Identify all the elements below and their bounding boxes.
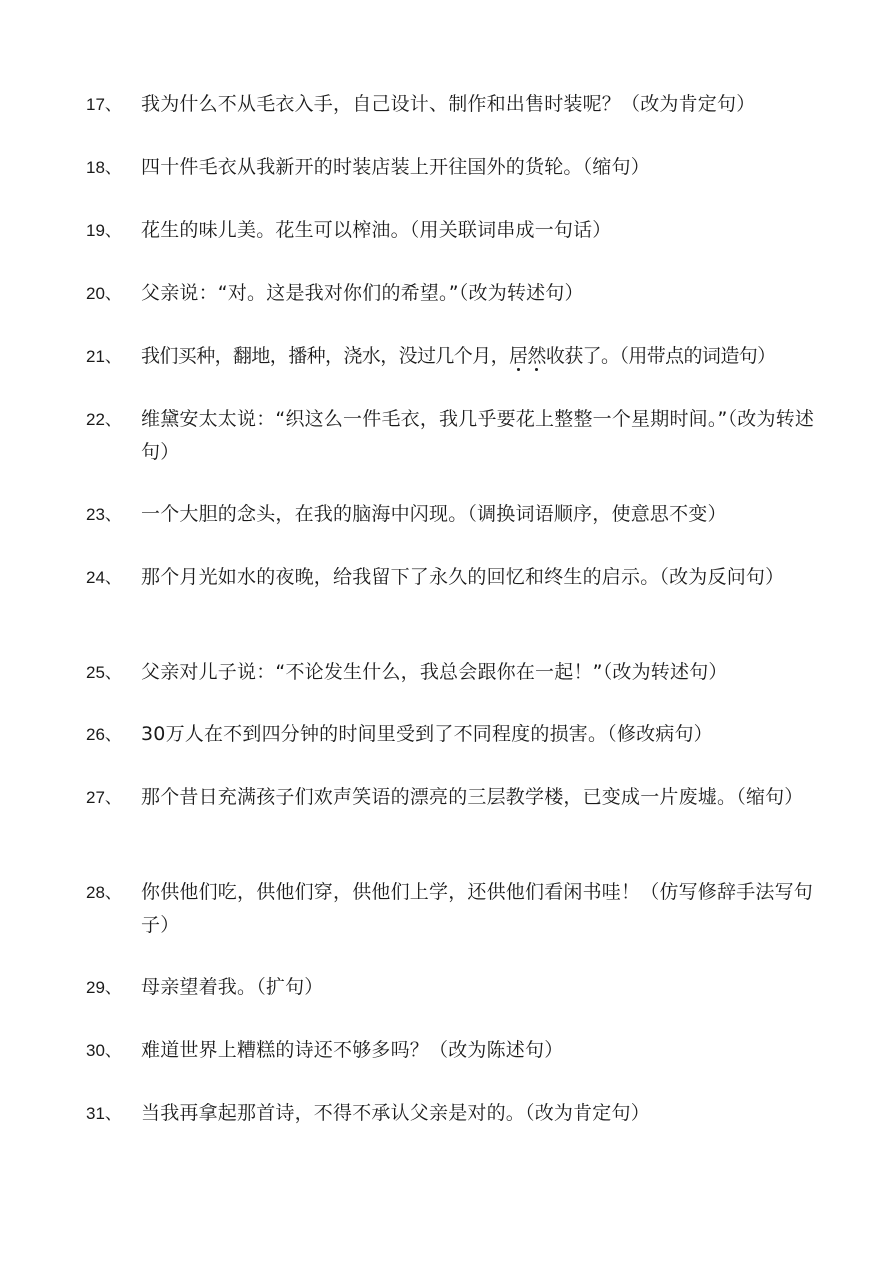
exercise-item-21 xyxy=(86,340,816,373)
item-number: 23、 xyxy=(86,505,122,524)
item-number: 18、 xyxy=(86,158,122,177)
exercise-item-25 xyxy=(86,656,816,689)
exercise-item-31 xyxy=(86,1097,816,1130)
item-text xyxy=(141,340,816,373)
item-text: 四十件毛衣从我新开的时装店装上开往国外的货轮。（缩句） xyxy=(141,156,650,178)
exercise-item-29 xyxy=(86,971,816,1004)
dotted-char: 然 xyxy=(527,345,546,367)
item-text: 一个大胆的念头，在我的脑海中闪现。（调换词语顺序，使意思不变） xyxy=(141,503,727,525)
item-number: 27、 xyxy=(86,788,122,807)
item-number: 24、 xyxy=(86,568,122,587)
item-text: 花生的味儿美。花生可以榨油。（用关联词串成一句话） xyxy=(141,219,612,241)
item-text: 维黛安太太说：“织这么一件毛衣，我几乎要花上整整一个星期时间。”（改为转述句） xyxy=(141,408,815,463)
item-number: 30、 xyxy=(86,1041,122,1060)
item-number: 29、 xyxy=(86,978,122,997)
item-text: 母亲望着我。（扩句） xyxy=(141,976,324,998)
item-number: 22、 xyxy=(86,410,122,429)
exercise-item-28 xyxy=(86,876,816,942)
item-text: 那个昔日充满孩子们欢声笑语的漂亮的三层教学楼，已变成一片废墟。（缩句） xyxy=(141,786,804,808)
exercise-item-26 xyxy=(86,718,816,751)
item-text: 你供他们吃，供他们穿，供他们上学，还供他们看闲书哇！（仿写修辞手法写句子） xyxy=(141,881,814,936)
item-text: 我为什么不从毛衣入手，自己设计、制作和出售时装呢？（改为肯定句） xyxy=(141,93,756,115)
item-text-before: 我们买种，翻地，播种，浇水，没过几个月， xyxy=(141,345,510,367)
exercise-item-18 xyxy=(86,151,816,184)
exercise-item-17 xyxy=(86,88,816,121)
exercise-item-19 xyxy=(86,214,816,247)
item-number: 17、 xyxy=(86,95,122,114)
exercise-item-23 xyxy=(86,498,816,531)
item-text: 父亲说：“对。这是我对你们的希望。”（改为转述句） xyxy=(141,282,584,304)
item-number: 25、 xyxy=(86,663,122,682)
item-text: 那个月光如水的夜晚，给我留下了永久的回忆和终生的启示。（改为反问句） xyxy=(141,566,785,588)
item-number: 21、 xyxy=(86,347,122,366)
item-number: 31、 xyxy=(86,1104,122,1123)
item-text-after: 收获了。（用带点的词造句） xyxy=(545,345,776,367)
item-number: 20、 xyxy=(86,284,122,303)
item-number: 26、 xyxy=(86,725,122,744)
item-text: 难道世界上糟糕的诗还不够多吗？（改为陈述句） xyxy=(141,1039,564,1061)
exercise-item-30 xyxy=(86,1034,816,1067)
exercise-item-27 xyxy=(86,781,816,814)
exercise-item-20 xyxy=(86,277,816,310)
exercise-item-24 xyxy=(86,561,816,594)
item-number: 28、 xyxy=(86,883,122,902)
item-text: 30万人在不到四分钟的时间里受到了不同程度的损害。（修改病句） xyxy=(141,723,713,745)
dotted-char: 居 xyxy=(509,345,528,367)
item-number: 19、 xyxy=(86,221,122,240)
item-text: 父亲对儿子说：“不论发生什么，我总会跟你在一起！”（改为转述句） xyxy=(141,661,728,683)
item-text: 当我再拿起那首诗，不得不承认父亲是对的。（改为肯定句） xyxy=(141,1102,650,1124)
exercise-item-22 xyxy=(86,403,816,469)
